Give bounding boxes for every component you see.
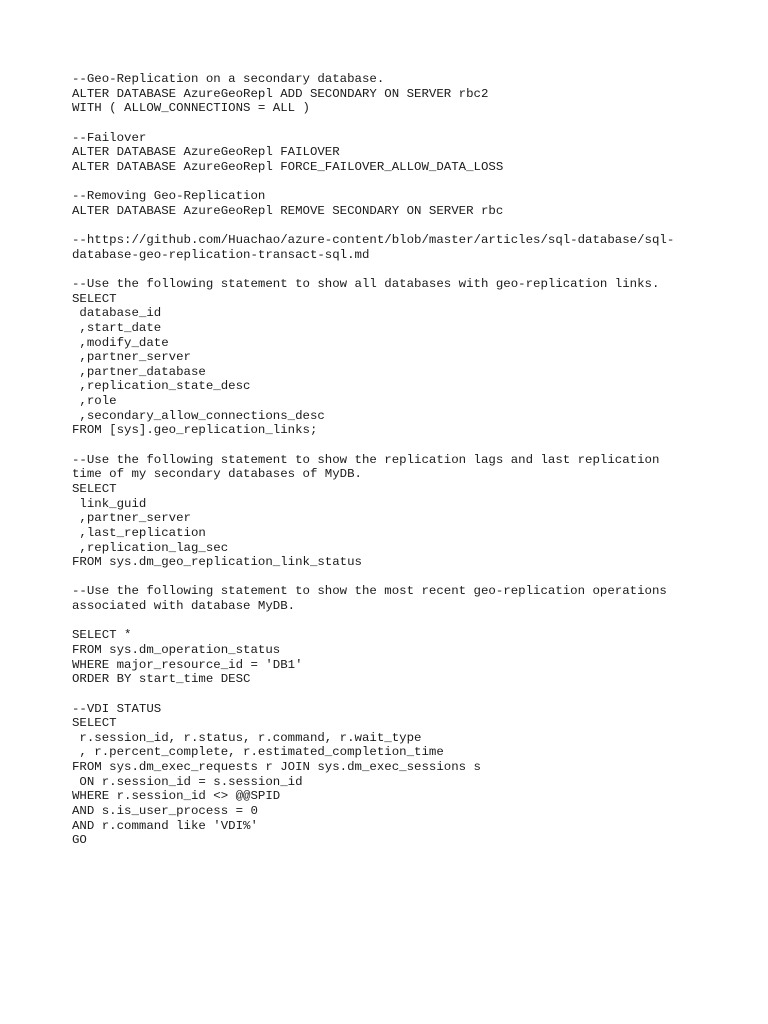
code-line: ORDER BY start_time DESC <box>72 672 251 687</box>
code-line: SELECT <box>72 716 117 731</box>
code-block-operations-comment <box>72 584 712 613</box>
code-line: GO <box>72 833 87 848</box>
code-line: ,role <box>72 394 117 409</box>
document-page <box>72 72 712 863</box>
code-line: ALTER DATABASE AzureGeoRepl FAILOVER <box>72 145 340 160</box>
code-block-vdi-status <box>72 702 712 848</box>
code-line: --https://github.com/Huachao/azure-content/blob/master/articles/sql-database/sql- <box>72 233 675 248</box>
code-block-reference-link <box>72 233 712 262</box>
code-line: ,partner_server <box>72 350 191 365</box>
code-line: time of my secondary databases of MyDB. <box>72 467 362 482</box>
code-line: FROM sys.dm_operation_status <box>72 642 281 657</box>
code-line: ,modify_date <box>72 335 169 350</box>
code-line: SELECT <box>72 291 117 306</box>
code-line: --Geo-Replication on a secondary database. <box>72 72 385 86</box>
code-line: AND s.is_user_process = 0 <box>72 804 258 819</box>
code-line: --Use the following statement to show the most recent geo-replication operations <box>72 584 667 599</box>
code-line: ALTER DATABASE AzureGeoRepl REMOVE SECONDARY ON SERVER rbc <box>72 203 504 218</box>
code-line: --Failover <box>72 130 147 145</box>
code-block-geo-replication-links <box>72 277 712 438</box>
code-line: FROM [sys].geo_replication_links; <box>72 423 318 438</box>
code-line: ALTER DATABASE AzureGeoRepl ADD SECONDARY ON SERVER rbc2 <box>72 86 489 101</box>
code-line: FROM sys.dm_geo_replication_link_status <box>72 555 362 570</box>
code-line: --Removing Geo-Replication <box>72 189 266 204</box>
code-line: WHERE major_resource_id = 'DB1' <box>72 657 303 672</box>
code-block-failover <box>72 131 712 175</box>
code-line: associated with database MyDB. <box>72 599 296 614</box>
code-line: SELECT * <box>72 628 132 643</box>
code-line: link_guid <box>72 496 147 511</box>
code-line: database_id <box>72 306 162 321</box>
code-line: --Use the following statement to show all databases with geo-replication links. <box>72 276 660 291</box>
code-line: database-geo-replication-transact-sql.md <box>72 247 370 262</box>
code-line: ALTER DATABASE AzureGeoRepl FORCE_FAILOVER_ALLOW_DATA_LOSS <box>72 159 504 174</box>
code-line: ,replication_state_desc <box>72 379 251 394</box>
code-line: FROM sys.dm_exec_requests r JOIN sys.dm_exec_sessions s <box>72 760 481 775</box>
code-block-remove-secondary <box>72 189 712 218</box>
code-line: r.session_id, r.status, r.command, r.wait_type <box>72 730 422 745</box>
code-line: ,last_replication <box>72 525 206 540</box>
code-line: --Use the following statement to show the replication lags and last replication <box>72 452 660 467</box>
code-line: ,partner_database <box>72 364 206 379</box>
code-block-add-secondary <box>72 72 712 116</box>
code-block-link-status <box>72 453 712 570</box>
code-line: AND r.command like 'VDI%' <box>72 818 258 833</box>
code-line: ON r.session_id = s.session_id <box>72 774 303 789</box>
code-line: ,start_date <box>72 320 162 335</box>
code-line: ,replication_lag_sec <box>72 540 229 555</box>
code-line: --VDI STATUS <box>72 701 162 716</box>
code-line: , r.percent_complete, r.estimated_completion_time <box>72 745 444 760</box>
code-line: ,secondary_allow_connections_desc <box>72 408 325 423</box>
code-line: WITH ( ALLOW_CONNECTIONS = ALL ) <box>72 101 310 116</box>
code-line: ,partner_server <box>72 511 191 526</box>
code-line: WHERE r.session_id <> @@SPID <box>72 789 281 804</box>
code-line: SELECT <box>72 481 117 496</box>
code-block-operation-status <box>72 628 712 687</box>
